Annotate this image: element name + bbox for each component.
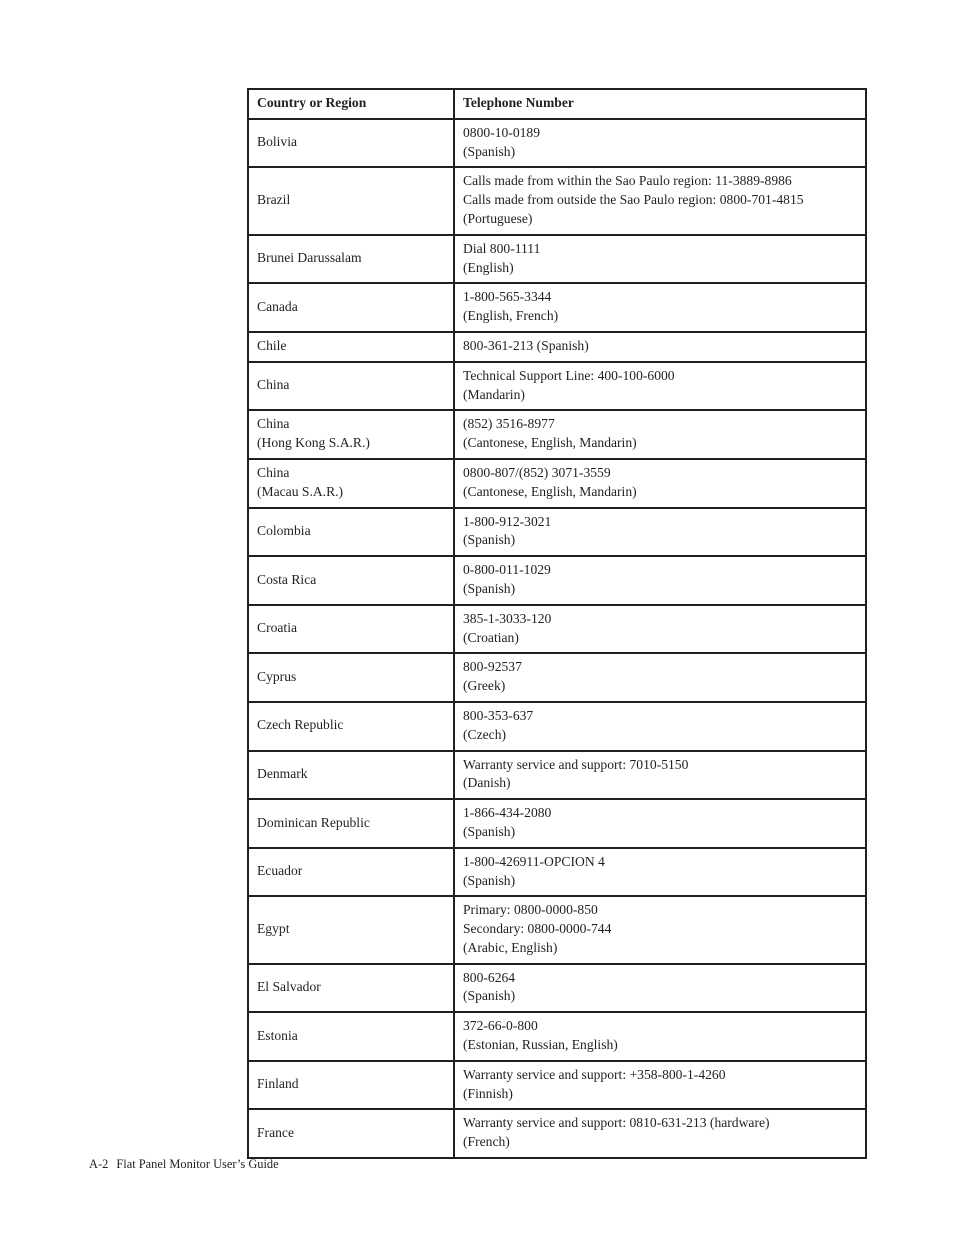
table-row bbox=[248, 1061, 866, 1110]
phone-info-line: (Czech) bbox=[463, 726, 507, 742]
phone-info-line: 385-1-3033-120 bbox=[463, 610, 552, 626]
phone-cell bbox=[454, 964, 866, 1013]
phone-cell bbox=[454, 167, 866, 234]
phone-info-line: (Danish) bbox=[463, 775, 511, 791]
country-cell bbox=[248, 799, 454, 848]
phone-cell bbox=[454, 410, 866, 459]
country-cell bbox=[248, 119, 454, 168]
phone-cell bbox=[454, 1109, 866, 1158]
country-name-line: El Salvador bbox=[257, 979, 321, 995]
phone-cell bbox=[454, 283, 866, 332]
phone-info-line: (English, French) bbox=[463, 308, 559, 324]
phone-info-line: (Spanish) bbox=[463, 532, 516, 548]
country-cell bbox=[248, 653, 454, 702]
phone-info-line: 1-866-434-2080 bbox=[463, 805, 552, 821]
phone-cell bbox=[454, 799, 866, 848]
phone-info-line: (Spanish) bbox=[463, 988, 516, 1004]
table-row bbox=[248, 332, 866, 362]
table-row bbox=[248, 702, 866, 751]
country-name-line: Brunei Darussalam bbox=[257, 250, 362, 266]
country-cell bbox=[248, 605, 454, 654]
phone-info-line: 0-800-011-1029 bbox=[463, 562, 551, 578]
country-name-line: (Hong Kong S.A.R.) bbox=[257, 435, 370, 451]
table-row bbox=[248, 410, 866, 459]
phone-cell bbox=[454, 332, 866, 362]
phone-info-line: Warranty service and support: 7010-5150 bbox=[463, 756, 689, 772]
phone-cell bbox=[454, 1061, 866, 1110]
country-cell bbox=[248, 332, 454, 362]
phone-info-line: (Mandarin) bbox=[463, 386, 525, 402]
phone-info-line: (Cantonese, English, Mandarin) bbox=[463, 483, 637, 499]
phone-info-line: (Greek) bbox=[463, 678, 506, 694]
phone-info-line: Primary: 0800-0000-850 bbox=[463, 902, 598, 918]
country-name-line: Czech Republic bbox=[257, 717, 344, 733]
phone-info-line: 800-92537 bbox=[463, 659, 522, 675]
phone-info-line: (Croatian) bbox=[463, 629, 519, 645]
phone-cell bbox=[454, 848, 866, 897]
phone-info-line: 0800-807/(852) 3071-3559 bbox=[463, 464, 611, 480]
table-row bbox=[248, 1109, 866, 1158]
phone-info-line: 1-800-565-3344 bbox=[463, 289, 552, 305]
phone-info-line: (Finnish) bbox=[463, 1085, 513, 1101]
country-name-line: Brazil bbox=[257, 192, 291, 208]
country-cell bbox=[248, 751, 454, 800]
country-cell bbox=[248, 167, 454, 234]
table-row bbox=[248, 751, 866, 800]
phone-cell bbox=[454, 508, 866, 557]
country-name-line: Costa Rica bbox=[257, 571, 317, 587]
phone-info-line: 800-361-213 (Spanish) bbox=[463, 337, 589, 353]
country-name-line: France bbox=[257, 1124, 294, 1140]
country-cell bbox=[248, 1109, 454, 1158]
phone-info-line: (Arabic, English) bbox=[463, 939, 558, 955]
country-name-line: Egypt bbox=[257, 921, 290, 937]
table-row bbox=[248, 167, 866, 234]
phone-info-line: Calls made from within the Sao Paulo region: 11-3889-8986 bbox=[463, 173, 792, 189]
country-cell bbox=[248, 1012, 454, 1061]
table-row bbox=[248, 605, 866, 654]
country-cell bbox=[248, 896, 454, 963]
country-cell bbox=[248, 848, 454, 897]
country-cell bbox=[248, 508, 454, 557]
phone-cell bbox=[454, 362, 866, 411]
phone-info-line: (Portuguese) bbox=[463, 210, 533, 226]
table-row bbox=[248, 283, 866, 332]
phone-cell bbox=[454, 605, 866, 654]
phone-info-line: (Cantonese, English, Mandarin) bbox=[463, 435, 637, 451]
phone-info-line: 0800-10-0189 bbox=[463, 124, 541, 140]
country-name-line: (Macau S.A.R.) bbox=[257, 483, 344, 499]
phone-info-line: Calls made from outside the Sao Paulo region: 0800-701-4815 bbox=[463, 192, 804, 208]
country-cell bbox=[248, 1061, 454, 1110]
phone-info-line: (Estonian, Russian, English) bbox=[463, 1037, 618, 1053]
phone-cell bbox=[454, 1012, 866, 1061]
phone-cell bbox=[454, 459, 866, 508]
table-row bbox=[248, 896, 866, 963]
phone-cell bbox=[454, 896, 866, 963]
phone-info-line: (852) 3516-8977 bbox=[463, 416, 555, 432]
phone-cell bbox=[454, 702, 866, 751]
phone-info-line: Dial 800-1111 bbox=[463, 240, 541, 256]
country-cell bbox=[248, 362, 454, 411]
table-row bbox=[248, 848, 866, 897]
phone-info-line: 1-800-426911-OPCION 4 bbox=[463, 853, 605, 869]
country-name-line: Ecuador bbox=[257, 863, 303, 879]
phone-info-line: Warranty service and support: 0810-631-213 (hardware) bbox=[463, 1115, 770, 1131]
phone-info-line: (English) bbox=[463, 259, 514, 275]
support-phone-table bbox=[247, 88, 867, 1159]
country-name-line: China bbox=[257, 464, 290, 480]
table-row bbox=[248, 119, 866, 168]
phone-column-header: Telephone Number bbox=[454, 89, 866, 119]
phone-info-line: Secondary: 0800-0000-744 bbox=[463, 921, 612, 937]
country-name-line: Canada bbox=[257, 298, 298, 314]
phone-cell bbox=[454, 751, 866, 800]
country-cell bbox=[248, 556, 454, 605]
country-name-line: China bbox=[257, 416, 290, 432]
country-name-line: Colombia bbox=[257, 522, 311, 538]
phone-info-line: 372-66-0-800 bbox=[463, 1018, 538, 1034]
country-name-line: Bolivia bbox=[257, 134, 298, 150]
table-row bbox=[248, 459, 866, 508]
phone-info-line: (Spanish) bbox=[463, 580, 516, 596]
table-row bbox=[248, 235, 866, 284]
country-name-line: Estonia bbox=[257, 1027, 298, 1043]
country-cell bbox=[248, 702, 454, 751]
phone-info-line: 1-800-912-3021 bbox=[463, 513, 552, 529]
country-name-line: Cyprus bbox=[257, 668, 297, 684]
phone-info-line: 800-6264 bbox=[463, 969, 516, 985]
country-name-line: Denmark bbox=[257, 765, 308, 781]
phone-cell bbox=[454, 235, 866, 284]
phone-cell bbox=[454, 119, 866, 168]
table-header-row bbox=[248, 89, 866, 119]
country-cell bbox=[248, 459, 454, 508]
phone-info-line: Technical Support Line: 400-100-6000 bbox=[463, 367, 675, 383]
country-column-header: Country or Region bbox=[248, 89, 454, 119]
country-cell bbox=[248, 235, 454, 284]
table-row bbox=[248, 653, 866, 702]
phone-info-line: (Spanish) bbox=[463, 872, 516, 888]
table-body bbox=[248, 119, 866, 1158]
country-name-line: Chile bbox=[257, 337, 287, 353]
country-name-line: Dominican Republic bbox=[257, 814, 370, 830]
table-row bbox=[248, 964, 866, 1013]
table-row bbox=[248, 799, 866, 848]
country-name-line: Croatia bbox=[257, 620, 298, 636]
page-footer bbox=[89, 1157, 279, 1172]
table-row bbox=[248, 362, 866, 411]
document-title: Flat Panel Monitor User’s Guide bbox=[116, 1157, 279, 1171]
country-cell bbox=[248, 410, 454, 459]
phone-info-line: 800-353-637 bbox=[463, 707, 534, 723]
page-number: A-2 bbox=[89, 1157, 109, 1171]
phone-cell bbox=[454, 556, 866, 605]
phone-info-line: (Spanish) bbox=[463, 143, 516, 159]
phone-info-line: (French) bbox=[463, 1134, 510, 1150]
country-cell bbox=[248, 283, 454, 332]
phone-info-line: (Spanish) bbox=[463, 823, 516, 839]
table-row bbox=[248, 1012, 866, 1061]
country-name-line: Finland bbox=[257, 1076, 299, 1092]
country-name-line: China bbox=[257, 377, 290, 393]
table-row bbox=[248, 556, 866, 605]
phone-cell bbox=[454, 653, 866, 702]
phone-info-line: Warranty service and support: +358-800-1-4260 bbox=[463, 1066, 726, 1082]
country-cell bbox=[248, 964, 454, 1013]
table-row bbox=[248, 508, 866, 557]
